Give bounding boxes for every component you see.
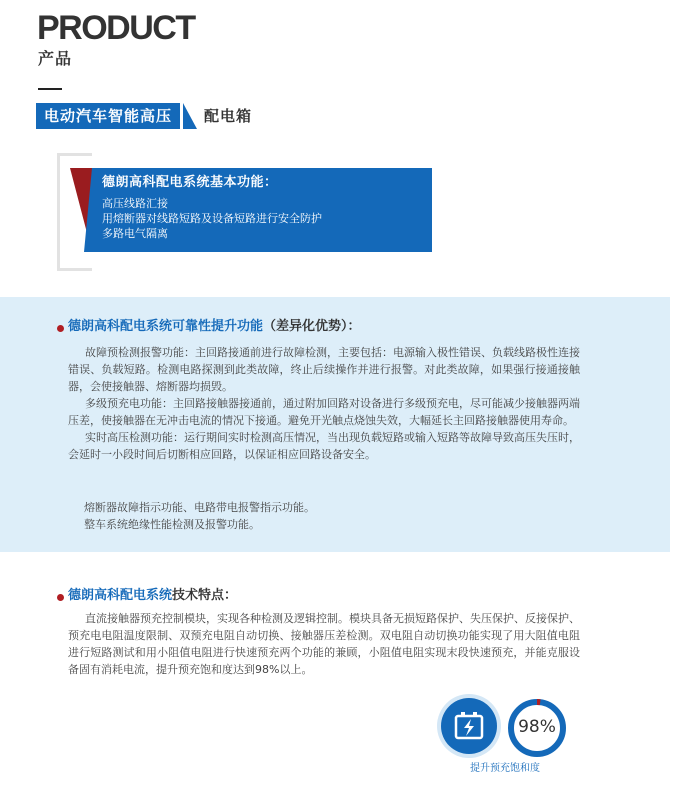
tech-heading [68, 586, 237, 606]
reliability-extra [84, 499, 315, 533]
reliability-paragraph: 故障预检测报警功能：主回路接通前进行故障检测，主要包括：电源输入极性错误、负载线路极性连接错误、负载短路。检测电路探测到此类故障，终止后续操作并进行报警。对此类故障，如果强行接通接触器，会使接触器、熔断器均损毁。 [68, 346, 580, 393]
reliability-paragraph: 多级预充电功能：主回路接触器接通前，通过附加回路对设备进行多级预充电，尽可能减少接触器两端压差，使接触器在无冲击电流的情况下接通。避免开光触点烧蚀失效，大幅延长主回路接触器使用寿命。 [68, 397, 580, 427]
reliability-paragraph: 实时高压检测功能：运行期间实时检测高压情况，当出现负载短路或输入短路等故障导致高压失压时，会延时一小段时间后切断相应回路，以保证相应回路设备安全。 [68, 431, 580, 461]
reliability-heading-main: 德朗高科配电系统可靠性提升功能 [68, 319, 264, 334]
battery-charging-icon [441, 698, 497, 754]
tech-heading-suffix: 技术特点： [172, 588, 238, 603]
reliability-extra-item: 整车系统绝缘性能检测及报警功能。 [84, 518, 260, 531]
product-subtitle: 配电箱 [204, 107, 253, 125]
header-divider [38, 88, 62, 90]
reliability-heading [68, 317, 361, 337]
percent-label: 98% [518, 717, 556, 737]
title-slant-decoration [183, 103, 197, 129]
tech-paragraph: 直流接触器预充控制模块，实现各种检测及逻辑控制。模块具备无损短路保护、失压保护、反接保护、预充电电阻温度限制、双预充电阻自动切换、接触器压差检测。双电阻自动切换功能实现了用大阻值电阻进行短路测试和用小阻值电阻进行快速预充两个功能的兼顾，小阻值电阻实现末段快速预充，并能克服设备固有消耗电流，提升预充饱和度达到98%以上。 [68, 612, 580, 676]
basic-function-item: 多路电气隔离 [102, 227, 168, 240]
reliability-heading-suffix: （差异化优势）： [263, 319, 361, 334]
product-title: 电动汽车智能高压 [36, 103, 180, 129]
reliability-extra-item: 熔断器故障指示功能、电路带电报警指示功能。 [84, 501, 315, 514]
header-title-en: PRODUCT [37, 9, 195, 47]
basic-function-item: 用熔断器对线路短路及设备短路进行安全防护 [102, 212, 322, 225]
bullet-icon [57, 325, 64, 332]
reliability-body [68, 344, 580, 463]
tech-body [68, 610, 580, 678]
basic-function-item: 高压线路汇接 [102, 197, 168, 210]
header-title-cn: 产品 [38, 49, 73, 68]
tech-heading-main: 德朗高科配电系统 [68, 588, 173, 603]
basic-function-title: 德朗高科配电系统基本功能： [102, 175, 278, 190]
bullet-icon [57, 594, 64, 601]
basic-function-content [102, 174, 322, 241]
saturation-caption: 提升预充饱和度 [470, 763, 540, 774]
